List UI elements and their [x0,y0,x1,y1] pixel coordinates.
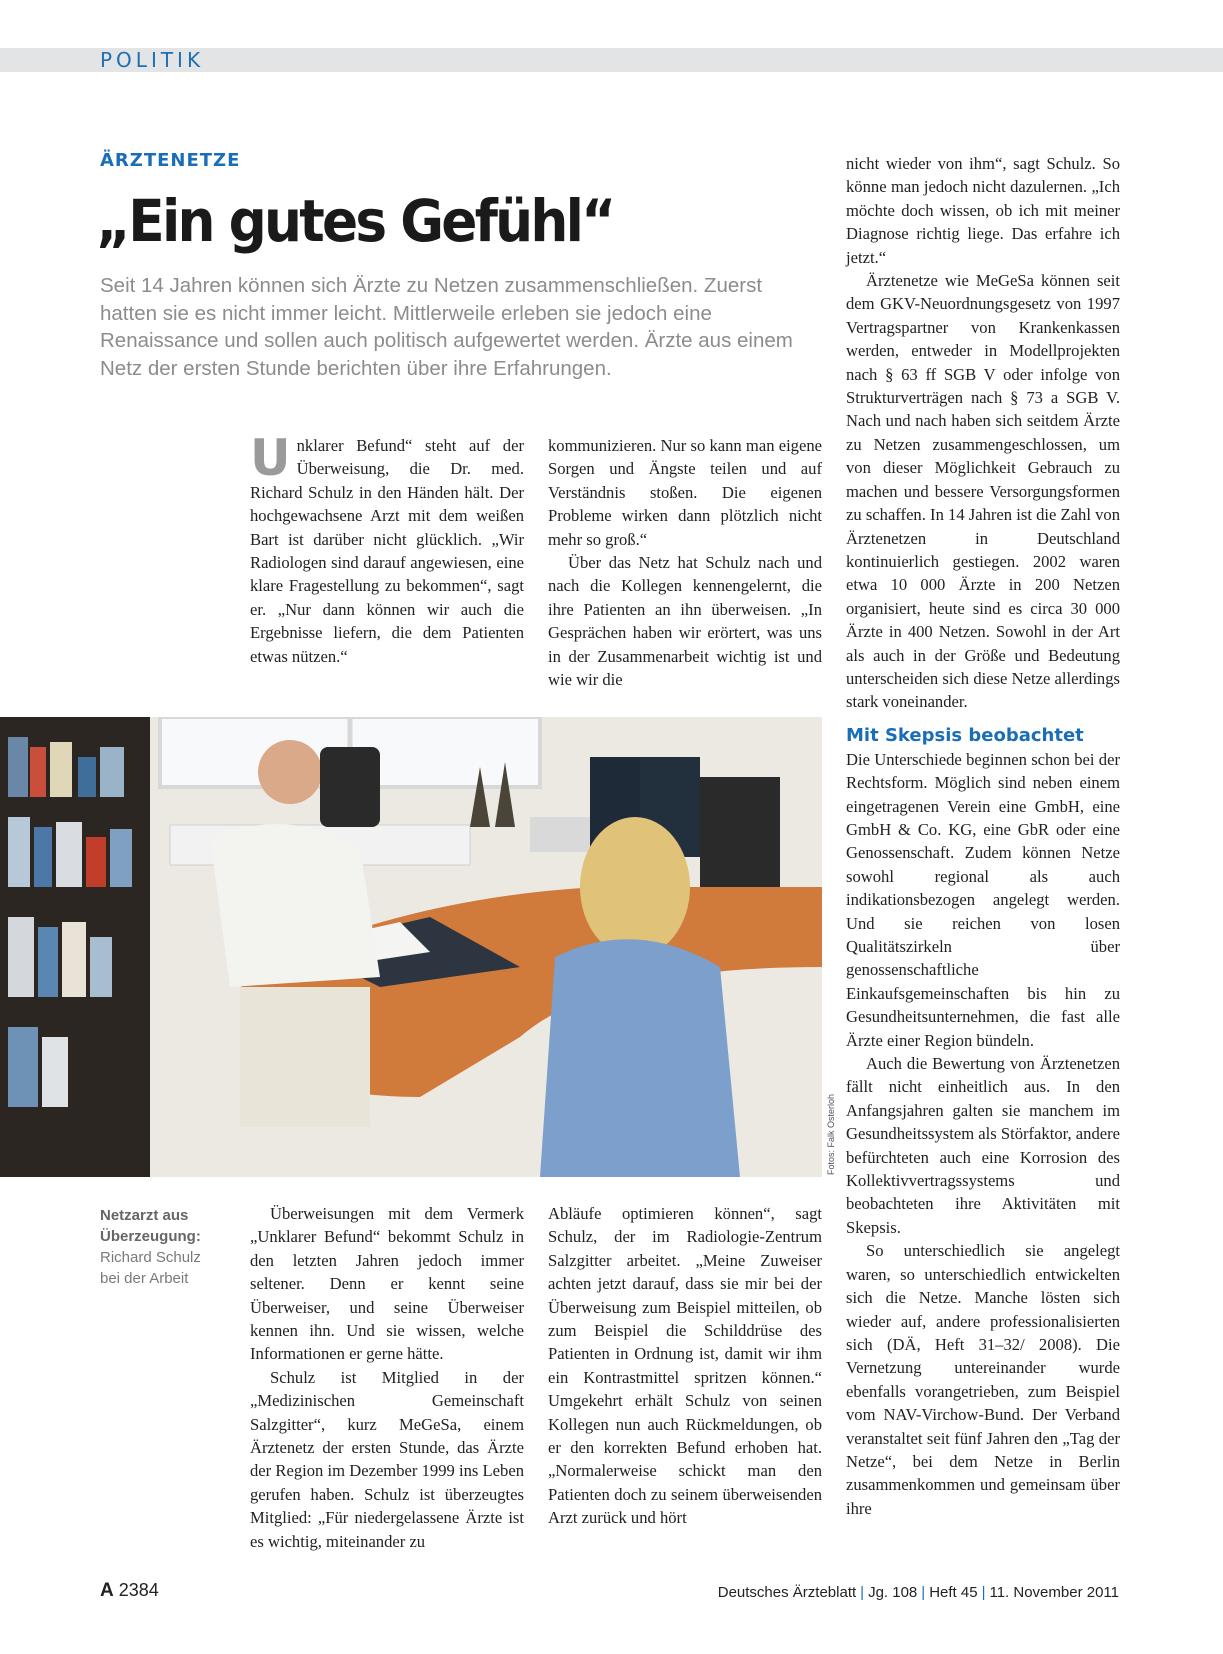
paragraph: Über das Netz hat Schulz nach und nach die Kollegen kennengelernt, die ihre Patienten an ihn überweisen. „In Gesprächen haben wir erörtert, was uns in der Zusammenarbeit wichtig ist und wie wir die [548,553,822,690]
subheading: Mit Skepsis beobachtet [846,724,1084,746]
journal-info: Deutsches Ärzteblatt | Jg. 108 | Heft 45 | 11. November 2011 [717,1584,1119,1601]
paragraph: So unterschiedlich sie angelegt waren, so unterschiedlich entwickelten sich die Netze. Manche lösten sich wieder auf, andere professionalisierten sich (DÄ, Heft 31–32/ 2008). Die Vernetzung untereinander wurde ebenfalls vorangetrieben, zum Beispiel vom NAV-Virchow-Bund. Der Verband veranstaltet seit fünf Jahren den „Tag der Netze“, bei dem Netze in Berlin zusammenkommen und gemeinsam über ihre [846,1241,1120,1518]
section-label: POLITIK [100,48,205,72]
caption-heading: Netzarzt aus Überzeugung: [100,1207,201,1245]
column-2-bottom [548,1202,822,1530]
paragraph: Ärztenetze wie MeGeSa können seit dem GKV-Neuordnungsgesetz von 1997 Vertragspartner von Krankenkassen werden, entweder in Modellprojekten nach § 63 ff SGB V oder infolge von Strukturverträgen nach § 73 a SGB V. Nach und nach haben sich seitdem Ärzte zu Netzen zusammengeschlossen, um von dieser Möglichkeit Gebrauch zu machen und bessere Versorgungsformen zu schaffen. In 14 Jahren ist die Zahl von Ärztenetzen in Deutschland kontinuierlich gestiegen. 2002 waren etwa 10 000 Ärzte in 200 Netzen organisiert, heute sind es circa 30 000 Ärzte in 400 Netzen. Sowohl in der Art als auch in der Größe und Bedeutung unterscheiden sich diese Netze allerdings stark voneinander. [846,271,1120,712]
paragraph: nicht wieder von ihm“, sagt Schulz. So könne man jedoch nicht dazulernen. „Ich möchte doch wissen, ob ich mit meiner Diagnose richtig liege. Das erfahre ich jetzt.“ [846,154,1120,267]
photo-caption [100,1205,215,1289]
page-number [100,1580,159,1602]
paragraph: Überweisungen mit dem Vermerk „Unklarer Befund“ bekommt Schulz in den letzten Jahren jedoch immer seltener. Denn er kennt seine Überweiser, und seine Überweiser kennen ihn. Und sie wissen, welche Informationen er gerne hätte. [250,1204,524,1364]
article-photo [0,717,822,1177]
journal-date: 11. November 2011 [989,1584,1119,1601]
journal-name: Deutsches Ärzteblatt [717,1584,857,1601]
journal-volume: Jg. 108 [868,1584,918,1601]
article-kicker: ÄRZTENETZE [100,150,241,171]
paragraph [250,429,524,668]
drop-cap: U [250,429,291,487]
article-title: „Ein gutes Gefühl“ [96,187,614,255]
column-2-top [548,434,822,691]
paragraph-text: nklarer Befund“ steht auf der Überweisung, die Dr. med. Richard Schulz in den Händen hält. Der hochgewachsene Arzt mit dem weißen Bart ist darüber nicht glücklich. „Wir Radiologen sind darauf angewiesen, eine klare Fragestellung zu bekommen“, sagt er. „Nur dann können wir auch die Ergebnisse liefern, die dem Patienten etwas nützen.“ [250,436,524,666]
paragraph: Die Unterschiede beginnen schon bei der Rechtsform. Möglich sind neben einem eingetragenen Verein eine GmbH, eine GmbH & Co. KG, eine GbR oder eine Genossenschaft. Zudem können Netze sowohl regional als auch indikationsbezogen angelegt werden. Und sie reichen von losen Qualitätszirkeln über genossenschaftliche Einkaufsgemeinschaften bis hin zu Gesundheitsunternehmen, die fast alle Ärzte einer Region bündeln. [846,749,1120,1050]
caption-text: Richard Schulz bei der Arbeit [100,1249,201,1287]
photo-credit: Fotos: Falk Osterloh [826,1093,836,1175]
article-lead: Seit 14 Jahren können sich Ärzte zu Netzen zusammenschließen. Zuerst hatten sie es nicht immer leicht. Mittlerweile erleben sie jedoch eine Renaissance und sollen auch politisch aufgewertet werden. Ärzte aus einem Netz der ersten Stunde berichten über ihre Erfahrungen. [100,274,793,380]
journal-issue: Heft 45 [929,1584,978,1601]
paragraph: Auch die Bewertung von Ärztenetzen fällt nicht einheitlich aus. In den Anfangsjahren galten sie manchem im Gesundheitssystem als Störfaktor, andere befürchteten auch eine Korrosion des Kollektivvertragssystems und beobachteten ihre Aktivitäten mit Skepsis. [846,1054,1120,1237]
column-3 [846,152,1120,1520]
page-prefix: A [100,1580,114,1601]
column-1-bottom [250,1202,524,1553]
paragraph: Abläufe optimieren können“, sagt Schulz, der im Radiologie-Zentrum Salzgitter arbeitet. „Meine Zuweiser achten jetzt darauf, dass sie mir bei der Überweisung zum Beispiel mitteilen, ob zum Beispiel die Schilddrüse des Patienten in Ordnung ist, damit wir ihm ein Kontrastmittel spritzen können.“ Umgekehrt erhält Schulz von seinen Kollegen nun auch Rückmeldungen, ob er den korrekten Befund erhoben hat. „Normalerweise schickt man den Patienten doch zu seinem überweisenden Arzt zurück und hört [548,1204,822,1528]
paragraph: Schulz ist Mitglied in der „Medizinischen Gemeinschaft Salzgitter“, kurz MeGeSa, einem Ärztenetz der ersten Stunde, das Ärzte der Region im Dezember 1999 ins Leben gerufen haben. Schulz ist überzeugtes Mitglied: „Für niedergelassene Ärzte ist es wichtig, miteinander zu [250,1367,524,1551]
page-number-value: 2384 [118,1580,159,1600]
paragraph: kommunizieren. Nur so kann man eigene Sorgen und Ängste teilen und auf Verständnis stoßen. Die eigenen Probleme wirken dann plötzlich nicht mehr so groß.“ [548,436,822,549]
column-1-top [250,429,524,668]
